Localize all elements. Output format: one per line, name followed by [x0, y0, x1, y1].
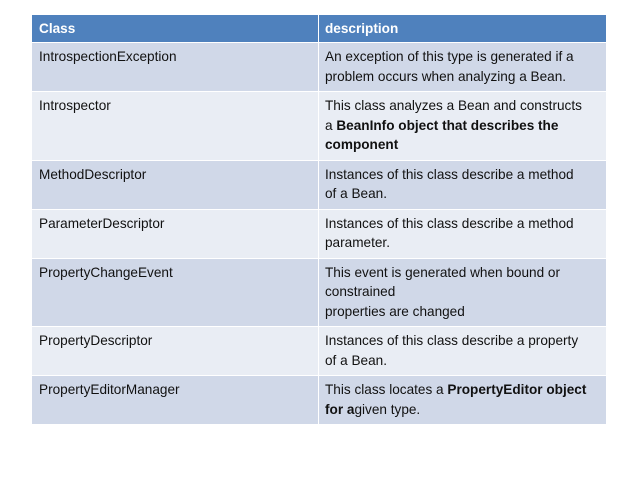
text: parameter. [325, 235, 390, 250]
beans-class-table [32, 15, 606, 425]
description-line [325, 351, 600, 371]
text: An exception of this type is generated if a [325, 49, 574, 64]
table-row [32, 259, 606, 328]
table-row [32, 210, 606, 259]
description-cell [319, 92, 606, 160]
description-cell [319, 43, 606, 91]
description-line [325, 47, 600, 67]
header-description: description [319, 15, 606, 42]
text: This class locates a [325, 382, 448, 397]
class-name-cell: MethodDescriptor [32, 161, 319, 209]
description-line [325, 400, 600, 420]
text: given type. [354, 401, 421, 417]
description-line [325, 302, 600, 322]
description-line [325, 96, 600, 116]
text: Instances of this class describe a method [325, 215, 574, 231]
text: problem occurs when analyzing a Bean. [325, 68, 567, 84]
bold-text: for a [325, 401, 355, 417]
description-line [325, 165, 600, 185]
description-cell [319, 259, 606, 327]
description-cell [319, 161, 606, 209]
table-row [32, 327, 606, 376]
description-line [325, 135, 600, 155]
class-name-cell: IntrospectionException [32, 43, 319, 91]
text: This class analyzes a Bean and constructs [325, 98, 582, 113]
table-row [32, 92, 606, 161]
description-line [325, 331, 600, 351]
description-line [325, 214, 600, 234]
description-line [325, 184, 600, 204]
description-line [325, 380, 600, 400]
text: Instances of this class describe a method [325, 166, 574, 182]
table-row [32, 161, 606, 210]
class-name-cell: Introspector [32, 92, 319, 160]
description-cell [319, 210, 606, 258]
text: of a Bean. [325, 352, 387, 368]
class-name-cell: PropertyEditorManager [32, 376, 319, 424]
description-cell [319, 327, 606, 375]
description-line [325, 233, 600, 253]
text: This event is generated when bound or [325, 264, 561, 280]
table-header-row [32, 15, 606, 43]
text: a [325, 117, 337, 133]
class-name-cell: ParameterDescriptor [32, 210, 319, 258]
bold-text: PropertyEditor object [447, 382, 587, 397]
header-class: Class [32, 15, 319, 42]
description-line [325, 263, 600, 283]
table-row [32, 43, 606, 92]
bold-text: component [325, 137, 399, 152]
bold-text: BeanInfo object that describes the [336, 117, 559, 133]
text: constrained [325, 284, 396, 299]
text: Instances of this class describe a property [325, 333, 579, 348]
description-line [325, 282, 600, 302]
table-row [32, 376, 606, 425]
description-cell [319, 376, 606, 424]
class-name-cell: PropertyDescriptor [32, 327, 319, 375]
description-line [325, 116, 600, 136]
text: properties are changed [325, 303, 465, 319]
description-line [325, 67, 600, 87]
table-body [32, 43, 606, 425]
text: of a Bean. [325, 186, 387, 201]
class-name-cell: PropertyChangeEvent [32, 259, 319, 327]
